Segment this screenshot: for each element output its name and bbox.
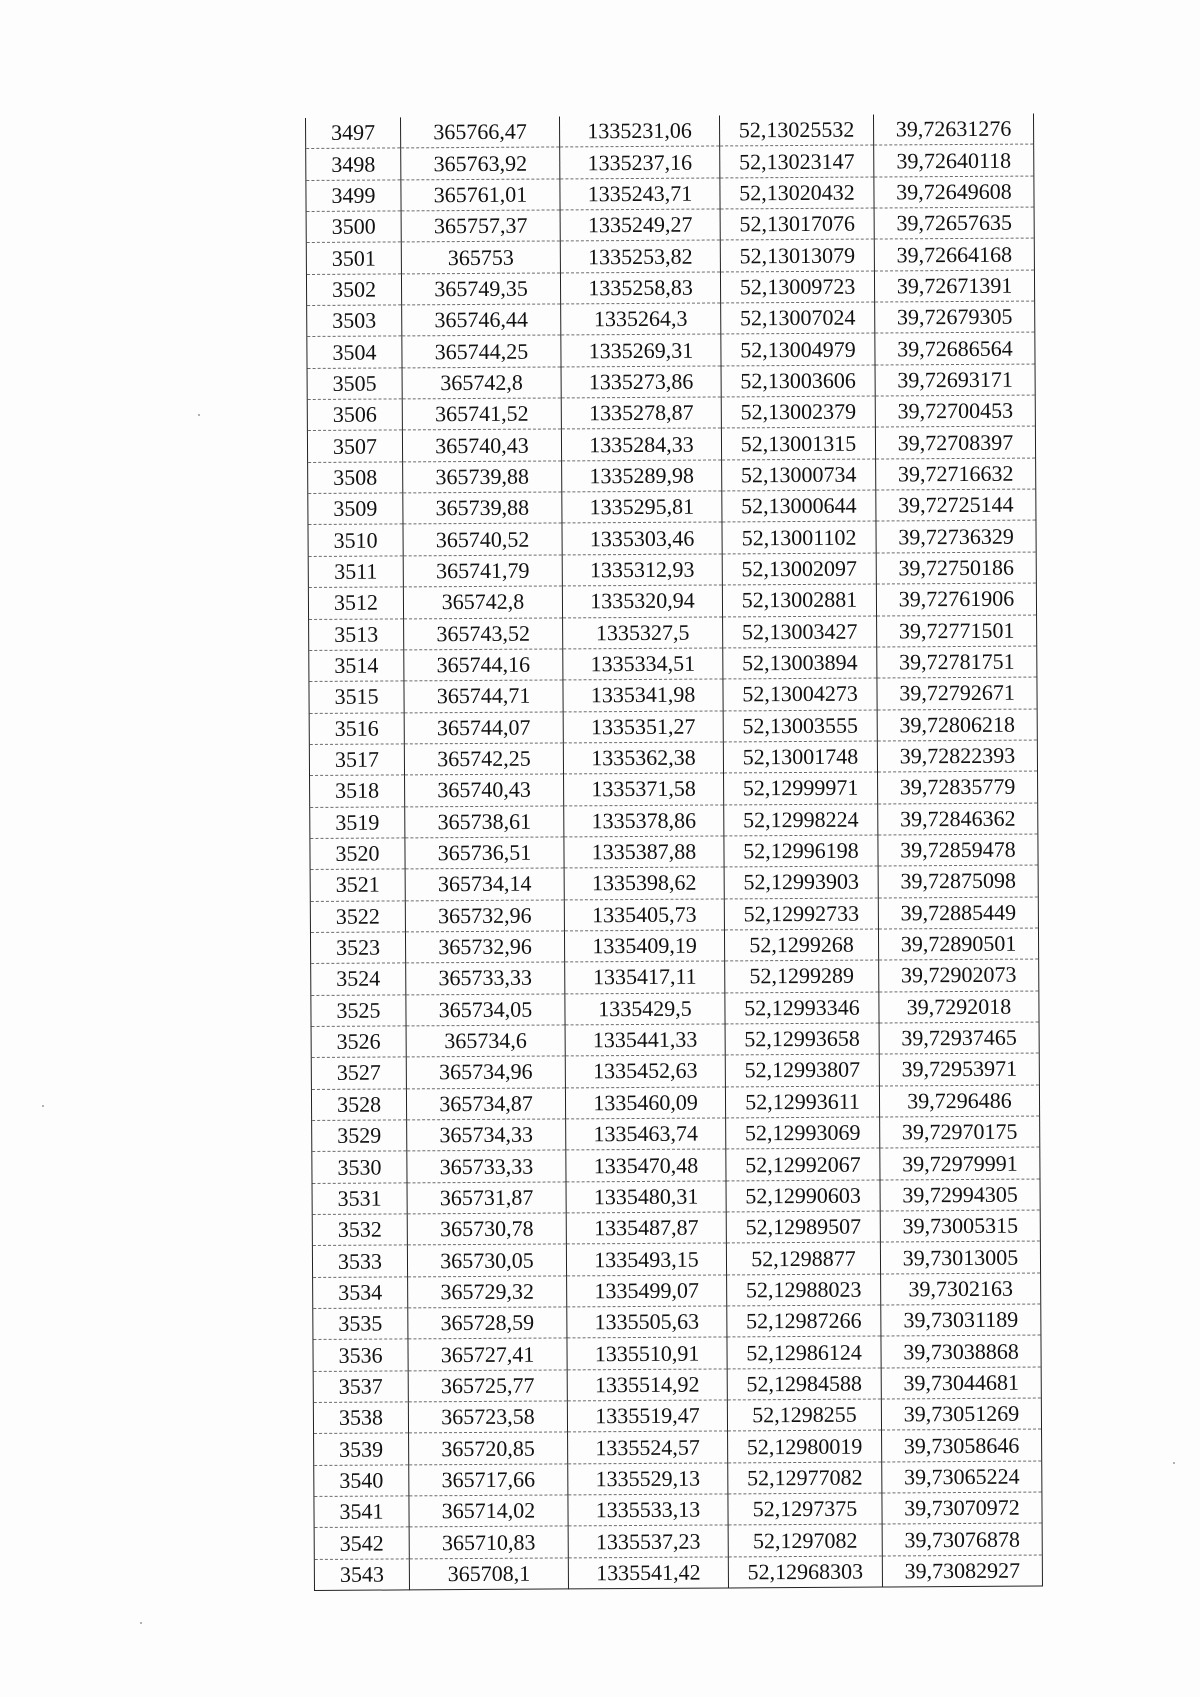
y-coordinate-cell: 1335253,82 [560,240,720,272]
longitude-cell: 39,73058646 [882,1429,1042,1461]
longitude-cell: 39,72994305 [880,1179,1040,1211]
point-number-cell: 3511 [308,556,403,588]
point-number-cell: 3518 [310,775,405,807]
point-number-cell: 3523 [310,932,405,964]
table-row [307,364,1035,400]
x-coordinate-cell: 365742,8 [402,367,561,399]
longitude-cell: 39,7302163 [881,1273,1041,1305]
longitude-cell: 39,73065224 [882,1461,1042,1493]
point-number-cell: 3542 [314,1527,409,1559]
longitude-cell: 39,72657635 [874,207,1034,239]
y-coordinate-cell: 1335533,13 [568,1494,728,1526]
longitude-cell: 39,73044681 [881,1367,1041,1399]
x-coordinate-cell: 365757,37 [401,210,560,242]
table-row [310,865,1038,901]
point-number-cell: 3517 [309,744,404,776]
latitude-cell: 52,1299289 [725,960,879,992]
point-number-cell: 3515 [309,681,404,713]
point-number-cell: 3534 [313,1277,408,1309]
y-coordinate-cell: 1335480,31 [566,1181,726,1213]
point-number-cell: 3536 [313,1339,408,1371]
latitude-cell: 52,13003427 [723,616,877,648]
longitude-cell: 39,72700453 [875,395,1035,427]
latitude-cell: 52,12993611 [725,1086,879,1118]
x-coordinate-cell: 365731,87 [407,1182,566,1214]
x-coordinate-cell: 365734,6 [406,1025,565,1057]
longitude-cell: 39,72875098 [878,865,1038,897]
table-row [308,489,1036,525]
x-coordinate-cell: 365729,32 [408,1276,567,1308]
table-row [306,238,1034,274]
y-coordinate-cell: 1335541,42 [568,1557,728,1589]
point-number-cell: 3530 [312,1151,407,1183]
x-coordinate-cell: 365742,8 [403,586,562,618]
table-row [307,301,1035,337]
table-row [310,771,1038,807]
table-row [308,521,1036,557]
latitude-cell: 52,13020432 [720,177,874,209]
y-coordinate-cell: 1335312,93 [562,554,722,586]
point-number-cell: 3507 [307,430,402,462]
latitude-cell: 52,13001315 [721,427,875,459]
x-coordinate-cell: 365730,78 [407,1213,566,1245]
longitude-cell: 39,73070972 [882,1492,1042,1524]
coordinates-table [305,114,1043,1592]
table-row [314,1523,1042,1559]
latitude-cell: 52,12986124 [727,1336,881,1368]
table-row [309,615,1037,651]
table-row [308,583,1036,619]
x-coordinate-cell: 365708,1 [409,1558,568,1590]
x-coordinate-cell: 365741,79 [403,555,562,587]
y-coordinate-cell: 1335289,98 [562,460,722,492]
longitude-cell: 39,72679305 [875,301,1035,333]
x-coordinate-cell: 365720,85 [409,1432,568,1464]
x-coordinate-cell: 365741,52 [402,398,561,430]
x-coordinate-cell: 365730,05 [407,1244,566,1276]
point-number-cell: 3522 [310,900,405,932]
latitude-cell: 52,12999971 [724,772,878,804]
table-row [314,1461,1042,1497]
y-coordinate-cell: 1335452,63 [565,1055,725,1087]
y-coordinate-cell: 1335398,62 [564,867,724,899]
latitude-cell: 52,13000644 [722,490,876,522]
latitude-cell: 52,12993903 [724,866,878,898]
point-number-cell: 3519 [310,806,405,838]
longitude-cell: 39,72792671 [877,677,1037,709]
point-number-cell: 3509 [308,493,403,525]
latitude-cell: 52,12993807 [725,1054,879,1086]
table-row [314,1429,1042,1465]
table-row [309,709,1037,745]
y-coordinate-cell: 1335429,5 [565,993,725,1025]
x-coordinate-cell: 365723,58 [408,1401,567,1433]
table-row [313,1273,1041,1309]
point-number-cell: 3528 [311,1089,406,1121]
x-coordinate-cell: 365734,14 [405,868,564,900]
latitude-cell: 52,12989507 [726,1211,880,1243]
y-coordinate-cell: 1335341,98 [563,679,723,711]
x-coordinate-cell: 365733,33 [406,962,565,994]
scan-speck [1173,1462,1175,1464]
longitude-cell: 39,72859478 [878,834,1038,866]
table-row [306,114,1034,149]
longitude-cell: 39,72671391 [874,270,1034,302]
latitude-cell: 52,13003555 [723,710,877,742]
table-row [310,834,1038,870]
point-number-cell: 3500 [306,211,401,243]
longitude-cell: 39,72716632 [876,458,1036,490]
table-row [309,740,1037,776]
y-coordinate-cell: 1335460,09 [565,1087,725,1119]
y-coordinate-cell: 1335441,33 [565,1024,725,1056]
table-row [311,1085,1039,1121]
y-coordinate-cell: 1335295,81 [562,491,722,523]
point-number-cell: 3504 [307,336,402,368]
y-coordinate-cell: 1335387,88 [564,836,724,868]
y-coordinate-cell: 1335537,23 [568,1525,728,1557]
x-coordinate-cell: 365740,52 [403,523,562,555]
longitude-cell: 39,72708397 [875,426,1035,458]
longitude-cell: 39,73005315 [880,1210,1040,1242]
latitude-cell: 52,12984588 [727,1368,881,1400]
table-row [306,176,1034,212]
x-coordinate-cell: 365734,33 [407,1119,566,1151]
y-coordinate-cell: 1335362,38 [563,742,723,774]
y-coordinate-cell: 1335470,48 [566,1149,726,1181]
table-row [308,552,1036,588]
x-coordinate-cell: 365739,88 [403,492,562,524]
longitude-cell: 39,72640118 [874,144,1034,176]
x-coordinate-cell: 365736,51 [405,837,564,869]
latitude-cell: 52,13009723 [720,271,874,303]
point-number-cell: 3508 [308,462,403,494]
x-coordinate-cell: 365746,44 [402,304,561,336]
latitude-cell: 52,1299268 [724,929,878,961]
point-number-cell: 3527 [311,1057,406,1089]
longitude-cell: 39,72631276 [873,114,1033,146]
latitude-cell: 52,12996198 [724,835,878,867]
point-number-cell: 3539 [314,1433,409,1465]
latitude-cell: 52,12980019 [728,1430,882,1462]
latitude-cell: 52,12987266 [727,1305,881,1337]
longitude-cell: 39,73038868 [881,1335,1041,1367]
x-coordinate-cell: 365744,71 [404,680,563,712]
table-row [313,1398,1041,1434]
x-coordinate-cell: 365714,02 [409,1495,568,1527]
latitude-cell: 52,13002097 [722,553,876,585]
table-row [309,646,1037,682]
x-coordinate-cell: 365761,01 [401,179,560,211]
y-coordinate-cell: 1335284,33 [561,428,721,460]
latitude-cell: 52,1298255 [727,1399,881,1431]
longitude-cell: 39,73082927 [882,1555,1042,1587]
latitude-cell: 52,13023147 [720,145,874,177]
table-row [314,1555,1042,1591]
latitude-cell: 52,13001748 [723,741,877,773]
table-row [310,928,1038,964]
point-number-cell: 3525 [311,995,406,1027]
longitude-cell: 39,72806218 [877,709,1037,741]
table-row [306,144,1034,180]
x-coordinate-cell: 365732,96 [405,900,564,932]
x-coordinate-cell: 365734,87 [406,1088,565,1120]
table-row [307,395,1035,431]
y-coordinate-cell: 1335231,06 [559,115,719,147]
longitude-cell: 39,72664168 [874,238,1034,270]
point-number-cell: 3512 [308,587,403,619]
table-row [308,458,1036,494]
longitude-cell: 39,7292018 [879,991,1039,1023]
point-number-cell: 3501 [306,242,401,274]
point-number-cell: 3506 [307,399,402,431]
longitude-cell: 39,73031189 [881,1304,1041,1336]
x-coordinate-cell: 365740,43 [405,774,564,806]
table-row [312,1147,1040,1183]
point-number-cell: 3524 [311,963,406,995]
y-coordinate-cell: 1335529,13 [568,1463,728,1495]
latitude-cell: 52,12977082 [728,1462,882,1494]
x-coordinate-cell: 365734,96 [406,1056,565,1088]
y-coordinate-cell: 1335487,87 [566,1212,726,1244]
latitude-cell: 52,12993346 [725,992,879,1024]
coordinates-table-body [306,114,1043,1591]
x-coordinate-cell: 365766,47 [400,116,559,148]
x-coordinate-cell: 365738,61 [405,805,564,837]
y-coordinate-cell: 1335327,5 [563,616,723,648]
y-coordinate-cell: 1335524,57 [568,1431,728,1463]
latitude-cell: 52,13004979 [721,333,875,365]
y-coordinate-cell: 1335519,47 [567,1400,727,1432]
x-coordinate-cell: 365717,66 [409,1464,568,1496]
table-row [313,1304,1041,1340]
y-coordinate-cell: 1335514,92 [567,1369,727,1401]
y-coordinate-cell: 1335273,86 [561,366,721,398]
x-coordinate-cell: 365744,16 [404,649,563,681]
table-row [311,991,1039,1027]
y-coordinate-cell: 1335371,58 [564,773,724,805]
scan-speck [42,1105,44,1107]
latitude-cell: 52,13004273 [723,678,877,710]
latitude-cell: 52,13000734 [722,459,876,491]
x-coordinate-cell: 365739,88 [403,461,562,493]
x-coordinate-cell: 365728,59 [408,1307,567,1339]
point-number-cell: 3537 [313,1371,408,1403]
latitude-cell: 52,13002379 [721,396,875,428]
latitude-cell: 52,13013079 [720,239,874,271]
longitude-cell: 39,72750186 [876,552,1036,584]
latitude-cell: 52,12993069 [726,1117,880,1149]
longitude-cell: 39,73013005 [880,1241,1040,1273]
latitude-cell: 52,12992067 [726,1148,880,1180]
table-row [313,1335,1041,1371]
latitude-cell: 52,12990603 [726,1180,880,1212]
latitude-cell: 52,1298877 [726,1242,880,1274]
latitude-cell: 52,13025532 [719,115,873,147]
table-row [313,1367,1041,1403]
point-number-cell: 3533 [312,1245,407,1277]
longitude-cell: 39,73051269 [881,1398,1041,1430]
y-coordinate-cell: 1335258,83 [560,272,720,304]
longitude-cell: 39,72693171 [875,364,1035,396]
y-coordinate-cell: 1335417,11 [565,961,725,993]
table-row [309,677,1037,713]
longitude-cell: 39,72890501 [878,928,1038,960]
x-coordinate-cell: 365733,33 [407,1150,566,1182]
latitude-cell: 52,12998224 [724,804,878,836]
x-coordinate-cell: 365744,25 [402,335,561,367]
longitude-cell: 39,72781751 [877,646,1037,678]
point-number-cell: 3499 [306,180,401,212]
y-coordinate-cell: 1335264,3 [561,303,721,335]
table-row [307,426,1035,462]
point-number-cell: 3538 [313,1402,408,1434]
longitude-cell: 39,72937465 [879,1022,1039,1054]
point-number-cell: 3521 [310,869,405,901]
x-coordinate-cell: 365763,92 [401,147,560,179]
x-coordinate-cell: 365734,05 [406,994,565,1026]
point-number-cell: 3531 [312,1183,407,1215]
latitude-cell: 52,13017076 [720,208,874,240]
longitude-cell: 39,72835779 [878,771,1038,803]
y-coordinate-cell: 1335243,71 [560,178,720,210]
y-coordinate-cell: 1335269,31 [561,334,721,366]
x-coordinate-cell: 365749,35 [401,273,560,305]
x-coordinate-cell: 365740,43 [402,429,561,461]
point-number-cell: 3502 [306,274,401,306]
point-number-cell: 3520 [310,838,405,870]
point-number-cell: 3516 [309,712,404,744]
longitude-cell: 39,72970175 [880,1116,1040,1148]
point-number-cell: 3513 [309,618,404,650]
point-number-cell: 3529 [312,1120,407,1152]
latitude-cell: 52,13007024 [721,302,875,334]
x-coordinate-cell: 365727,41 [408,1338,567,1370]
point-number-cell: 3497 [306,117,401,148]
y-coordinate-cell: 1335249,27 [560,209,720,241]
point-number-cell: 3535 [313,1308,408,1340]
table-row [311,1022,1039,1058]
longitude-cell: 39,72846362 [878,803,1038,835]
point-number-cell: 3543 [314,1559,409,1591]
point-number-cell: 3505 [307,368,402,400]
longitude-cell: 39,72686564 [875,332,1035,364]
point-number-cell: 3503 [307,305,402,337]
y-coordinate-cell: 1335278,87 [561,397,721,429]
y-coordinate-cell: 1335409,19 [564,930,724,962]
point-number-cell: 3540 [314,1465,409,1497]
x-coordinate-cell: 365744,07 [404,711,563,743]
longitude-cell: 39,72902073 [879,959,1039,991]
y-coordinate-cell: 1335510,91 [567,1337,727,1369]
table-row [311,1053,1039,1089]
scan-speck [198,414,200,416]
latitude-cell: 52,13001102 [722,521,876,553]
table-row [306,207,1034,243]
table-row [312,1241,1040,1277]
longitude-cell: 39,72822393 [877,740,1037,772]
table-row [311,959,1039,995]
x-coordinate-cell: 365710,83 [409,1526,568,1558]
x-coordinate-cell: 365753 [401,241,560,273]
table-row [314,1492,1042,1528]
longitude-cell: 39,72725144 [876,489,1036,521]
longitude-cell: 39,72953971 [879,1053,1039,1085]
y-coordinate-cell: 1335405,73 [564,899,724,931]
latitude-cell: 52,13002881 [722,584,876,616]
table-row [312,1179,1040,1215]
longitude-cell: 39,72979991 [880,1147,1040,1179]
table-row [312,1116,1040,1152]
x-coordinate-cell: 365742,25 [404,743,563,775]
x-coordinate-cell: 365732,96 [405,931,564,963]
table-row [307,332,1035,368]
table-row [310,803,1038,839]
y-coordinate-cell: 1335320,94 [562,585,722,617]
longitude-cell: 39,72761906 [876,583,1036,615]
latitude-cell: 52,12968303 [728,1556,882,1588]
table-row [310,897,1038,933]
longitude-cell: 39,7296486 [879,1085,1039,1117]
longitude-cell: 39,72736329 [876,521,1036,553]
y-coordinate-cell: 1335303,46 [562,522,722,554]
y-coordinate-cell: 1335505,63 [567,1306,727,1338]
x-coordinate-cell: 365725,77 [408,1370,567,1402]
longitude-cell: 39,72771501 [877,615,1037,647]
latitude-cell: 52,12992733 [724,898,878,930]
latitude-cell: 52,13003606 [721,365,875,397]
point-number-cell: 3498 [306,148,401,180]
point-number-cell: 3526 [311,1026,406,1058]
longitude-cell: 39,72649608 [874,176,1034,208]
latitude-cell: 52,1297375 [728,1493,882,1525]
point-number-cell: 3510 [308,524,403,556]
x-coordinate-cell: 365743,52 [404,617,563,649]
point-number-cell: 3514 [309,650,404,682]
latitude-cell: 52,12988023 [727,1274,881,1306]
longitude-cell: 39,73076878 [882,1523,1042,1555]
longitude-cell: 39,72885449 [878,897,1038,929]
y-coordinate-cell: 1335237,16 [560,146,720,178]
y-coordinate-cell: 1335463,74 [566,1118,726,1150]
y-coordinate-cell: 1335378,86 [564,805,724,837]
y-coordinate-cell: 1335334,51 [563,648,723,680]
point-number-cell: 3541 [314,1496,409,1528]
point-number-cell: 3532 [312,1214,407,1246]
scan-speck [140,1622,142,1624]
latitude-cell: 52,1297082 [728,1524,882,1556]
table-row [306,270,1034,306]
table-row [312,1210,1040,1246]
y-coordinate-cell: 1335493,15 [566,1243,726,1275]
latitude-cell: 52,12993658 [725,1023,879,1055]
y-coordinate-cell: 1335499,07 [567,1275,727,1307]
latitude-cell: 52,13003894 [723,647,877,679]
y-coordinate-cell: 1335351,27 [563,710,723,742]
